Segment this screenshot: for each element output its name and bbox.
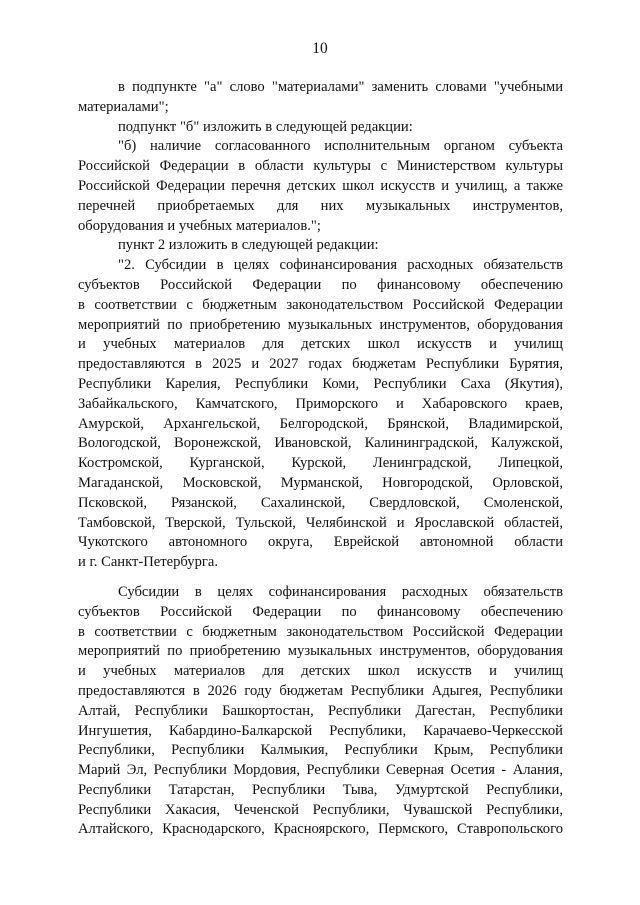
document-body xyxy=(78,78,563,840)
text-line: предоставляются в 2026 году бюджетам Республики Адыгея, Республики xyxy=(78,682,563,699)
text-line: мероприятий по приобретению музыкальных инструментов, оборудования xyxy=(78,643,563,660)
text-line: Республики, Республики Калмыкия, Республики Крым, Республики xyxy=(78,742,563,759)
text-line: оборудования и учебных материалов."; xyxy=(78,217,321,234)
text-line: пункт 2 изложить в следующей редакции: xyxy=(118,237,379,254)
paragraph xyxy=(78,236,563,256)
text-line: субъектов Российской Федерации по финансовому обеспечению xyxy=(78,603,563,620)
paragraph xyxy=(78,137,563,236)
text-line: Республики Хакасия, Чеченской Республики, Чувашской Республики, xyxy=(78,801,563,818)
text-line: Алтай, Республики Башкортостан, Республики Дагестан, Республики xyxy=(78,702,563,719)
paragraph xyxy=(78,118,563,138)
text-line: Республики Татарстан, Республики Тыва, Удмуртской Республики, xyxy=(78,781,563,798)
text-line: Костромской, Курганской, Курской, Ленинградской, Липецкой, xyxy=(78,455,563,472)
text-line: и учебных материалов для детских школ искусств и училищ xyxy=(78,336,563,353)
paragraph-gap xyxy=(78,573,563,583)
text-line: и г. Санкт-Петербурга. xyxy=(78,554,218,571)
text-line: в подпункте "а" слово "материалами" заменить словами "учебными xyxy=(118,79,563,95)
text-line: мероприятий по приобретению музыкальных инструментов, оборудования xyxy=(78,316,563,333)
paragraph xyxy=(78,256,563,573)
text-line: Чукотского автономного округа, Еврейской автономной области xyxy=(78,534,563,551)
text-line: в соответствии с бюджетным законодательством Российской Федерации xyxy=(78,623,563,640)
text-line: Субсидии в целях софинансирования расходных обязательств xyxy=(118,583,563,600)
paragraph xyxy=(78,78,563,118)
text-line: Российской Федерации в области культуры с Министерством культуры xyxy=(78,158,563,175)
text-line: "2. Субсидии в целях софинансирования расходных обязательств xyxy=(118,257,563,274)
page-number: 10 xyxy=(312,40,328,57)
text-line: Марий Эл, Республики Мордовия, Республики Северная Осетия - Алания, xyxy=(78,762,563,779)
text-line: "б) наличие согласованного исполнительным органом субъекта xyxy=(118,138,563,155)
text-line: Республики Карелия, Республики Коми, Республики Саха (Якутия), xyxy=(78,375,563,392)
text-line: предоставляются в 2025 и 2027 годах бюджетам Республики Бурятия, xyxy=(78,356,563,373)
text-line: и учебных материалов для детских школ искусств и училищ xyxy=(78,663,563,680)
text-line: Алтайского, Краснодарского, Красноярского, Пермского, Ставропольского xyxy=(78,821,563,838)
text-line: Забайкальского, Камчатского, Приморского и Хабаровского краев, xyxy=(78,395,563,412)
text-line: в соответствии с бюджетным законодательством Российской Федерации xyxy=(78,296,563,313)
text-line: Вологодской, Воронежской, Ивановской, Калининградской, Калужской, xyxy=(78,435,563,452)
paragraph xyxy=(78,583,563,840)
text-line: перечней приобретаемых для них музыкальных инструментов, xyxy=(78,197,563,214)
text-line: материалами"; xyxy=(78,98,169,115)
text-line: Магаданской, Московской, Мурманской, Новгородской, Орловской, xyxy=(78,474,563,491)
text-line: Тамбовской, Тверской, Тульской, Челябинской и Ярославской областей, xyxy=(78,514,563,531)
text-line: субъектов Российской Федерации по финансовому обеспечению xyxy=(78,276,563,293)
text-line: подпункт "б" изложить в следующей редакции: xyxy=(118,118,413,135)
text-line: Ингушетия, Кабардино-Балкарской Республики, Карачаево-Черкесской xyxy=(78,722,563,739)
text-line: Псковской, Рязанской, Сахалинской, Свердловской, Смоленской, xyxy=(78,494,563,511)
text-line: Российской Федерации перечня детских школ искусств и училищ, а также xyxy=(78,177,563,194)
text-line: Амурской, Архангельской, Белгородской, Брянской, Владимирской, xyxy=(78,415,563,432)
